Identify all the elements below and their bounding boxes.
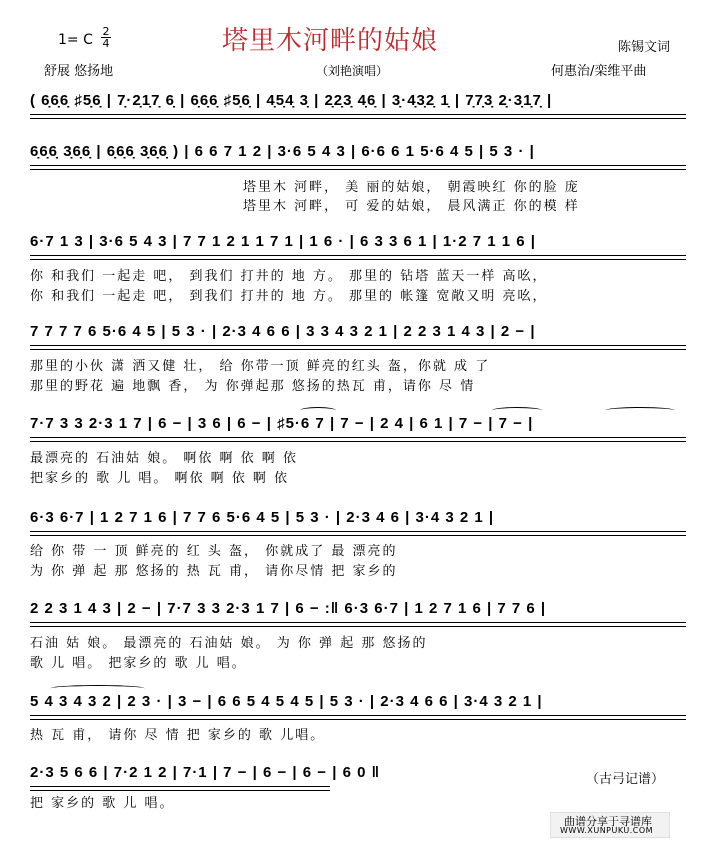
watermark-text: 曲谱分享于寻谱库	[564, 815, 652, 828]
notation-line: 7·7 3 3 2·3 1 7 | 6 − | 3 6 | 6 − | ♯5·6 7 | 7 − | 2 4 | 6 1 | 7 − | 7 − |	[30, 415, 534, 432]
lyric-verse-1: 给 你 带 一 顶 鲜亮的 红 头 盔， 你就成了 最 漂亮的	[30, 544, 398, 559]
score-system-3	[30, 233, 686, 303]
tie-arc	[605, 407, 675, 414]
notation-line: 6̣6̣6̣ 3̣6̣6̣ | 6̣6̣6̣ 3̣6̣6̣ ) | 6 6 7 1 2 | 3·6 5 4 3 | 6·6 6 1 5·6 4 5 | 5 3 · |	[30, 143, 535, 160]
time-signature	[101, 26, 111, 49]
notation-line: 7 7 7 7 6 5·6 4 5 | 5 3 · | 2·3 4 6 6 | 3 3 4 3 2 1 | 2 2 3 1 4 3 | 2 − |	[30, 323, 536, 340]
beam-underline	[30, 165, 686, 170]
score-system-2	[30, 143, 686, 213]
score-system-7	[30, 600, 686, 670]
score-system-4	[30, 323, 686, 393]
beam-underline	[30, 531, 686, 536]
lyric-verse-2: 为 你 弹 起 那 悠扬的 热 瓦 甫， 请你尽情 把 家乡的	[30, 564, 398, 579]
song-title: 塔里木河畔的姑娘	[222, 26, 439, 56]
lyric-verse-1: 最漂亮的 石油姑 娘。 啊依 啊 依 啊 依	[30, 451, 298, 466]
lyric-verse-1: 把 家乡的 歌 儿 唱。	[30, 796, 175, 811]
lyric-verse-1: 那里的小伙 潇 洒又健 壮， 给 你带一顶 鲜亮的红头 盔，你就 成 了	[30, 359, 491, 374]
beam-underline	[30, 437, 686, 442]
notation-line: 2 2 3 1 4 3 | 2 − | 7·7 3 3 2·3 1 7 | 6 − :‖ 6·3 6·7 | 1 2 7 1 6 | 7 7 6 |	[30, 600, 547, 617]
lyric-verse-1: 你 和我们 一起走 吧， 到我们 打井的 地 方。 那里的 钻塔 蓝天一样 高吆，	[30, 269, 548, 284]
notation-line: 2·3 5 6 6 | 7·2 1 2 | 7·1 | 7 − | 6 − | 6 − | 6 0 ‖	[30, 764, 381, 781]
tie-arc	[300, 407, 336, 414]
lyric-verse-1: 热 瓦 甫， 请你 尽 情 把 家乡的 歌 儿唱。	[30, 728, 326, 743]
beam-underline	[30, 114, 686, 119]
score-system-5	[30, 415, 686, 485]
score-system-1	[30, 92, 686, 132]
lyric-verse-2: 塔里木 河畔， 可 爱的姑娘， 晨风满正 你的模 样	[243, 199, 580, 214]
beam-underline	[30, 345, 686, 350]
lyric-verse-2: 那里的野花 遍 地飘 香， 为 你弹起那 悠扬的热瓦 甫，请你 尽 情	[30, 379, 476, 394]
composer-credit: 何惠治/栾维平曲	[551, 64, 647, 79]
lyricist-credit: 陈锡文词	[618, 40, 671, 55]
notation-credit: （古弓记谱）	[586, 772, 665, 787]
lyric-verse-2: 歌 儿 唱。 把家乡的 歌 儿 唱。	[30, 656, 247, 671]
notation-line: ( 6̣6̣6̣ ♯5̣6̣ | 7̣·2̣1̣7̣ 6̣ | 6̣6̣6̣ ♯5̣6̣ | 4̣5̣4̣ 3̣ | 2̣2̣3̣ 4̣6̣ | 3̣·4̣3̣2̣ 1̣ | 7̣7̣3̣ 2̣·3̣1̣7̣ |	[30, 92, 553, 109]
lyric-verse-2: 把家乡的 歌 儿 唱。 啊依 啊 依 啊 依	[30, 471, 290, 486]
meter-bottom: 4	[102, 37, 110, 50]
lyric-verse-2: 你 和我们 一起走 吧， 到我们 打井的 地 方。 那里的 帐篷 宽敞又明 亮吆，	[30, 289, 548, 304]
meter-top: 2	[102, 25, 110, 38]
tie-arc	[50, 685, 145, 692]
lyric-verse-1: 塔里木 河畔， 美 丽的姑娘， 朝霞映红 你的脸 庞	[243, 180, 580, 195]
tie-arc	[492, 407, 542, 414]
notation-line: 6·3 6·7 | 1 2 7 1 6 | 7 7 6 5·6 4 5 | 5 3 · | 2·3 4 6 | 3·4 3 2 1 |	[30, 509, 495, 526]
key-signature: 1= C	[58, 32, 93, 48]
score-system-8	[30, 693, 686, 743]
beam-underline	[30, 715, 686, 720]
notation-line: 6·7 1 3 | 3·6 5 4 3 | 7 7 1 2 1 1 7 1 | 1 6 · | 6 3 3 6 1 | 1·2 7 1 1 6 |	[30, 233, 536, 250]
notation-line: 5 4 3 4 3 2 | 2 3 · | 3 − | 6 6 5 4 5 4 5 | 5 3 · | 2·3 4 6 6 | 3·4 3 2 1 |	[30, 693, 543, 710]
watermark-url: WWW.XUNPUKU.COM	[560, 826, 654, 835]
beam-underline	[30, 786, 330, 791]
tempo-marking: 舒展 悠扬地	[44, 64, 114, 79]
beam-underline	[30, 255, 686, 260]
score-system-6	[30, 509, 686, 579]
singer-credit: （刘艳演唱）	[316, 64, 389, 78]
lyric-verse-1: 石油 姑 娘。 最漂亮的 石油姑 娘。 为 你 弹 起 那 悠扬的	[30, 636, 428, 651]
beam-underline	[30, 622, 686, 627]
